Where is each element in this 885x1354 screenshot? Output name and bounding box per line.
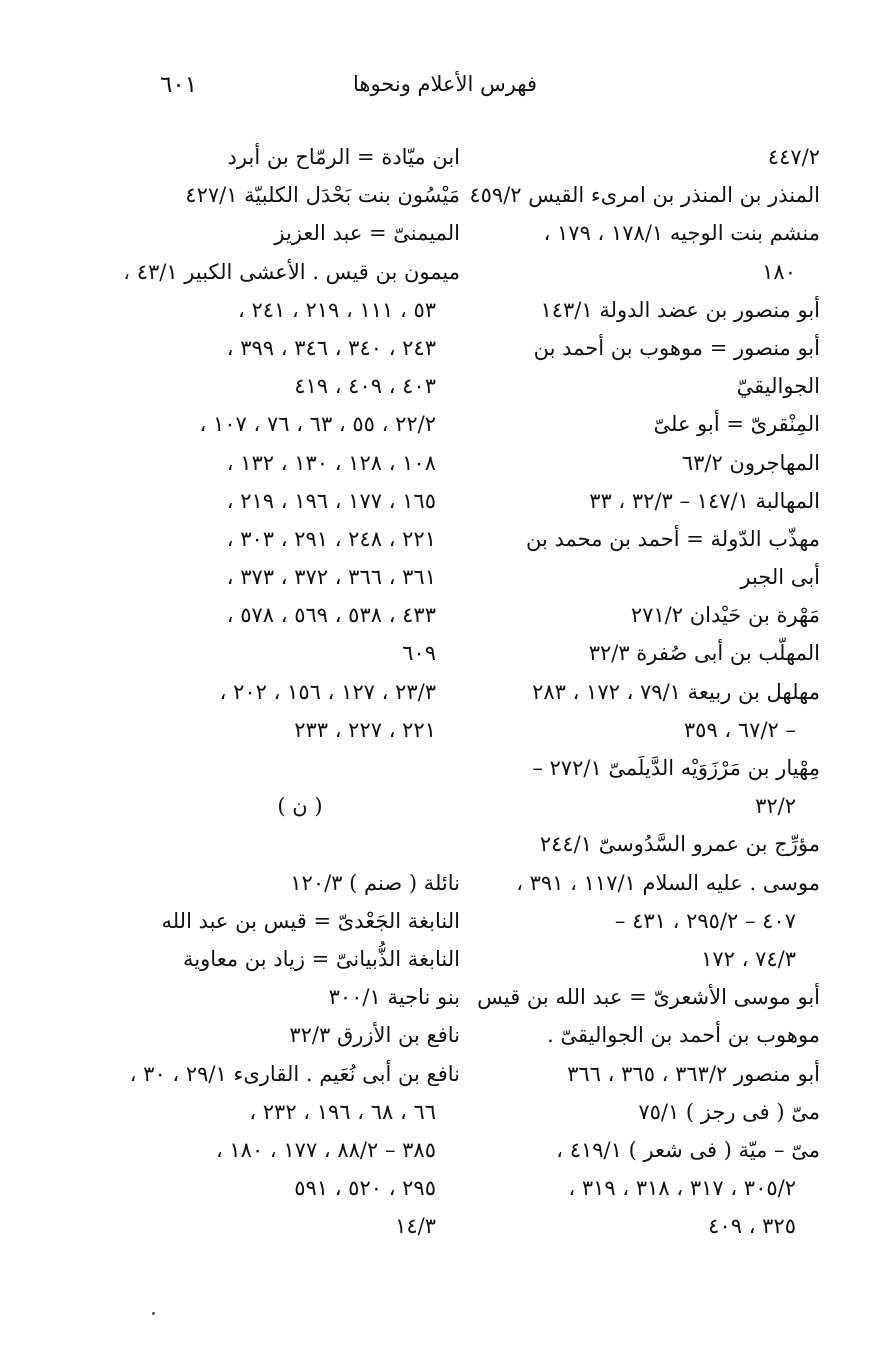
index-line: المهاجرون ٦٣/٢ bbox=[681, 450, 820, 475]
running-head: فهرس الأعلام ونحوها bbox=[352, 72, 538, 96]
index-line: مَيْسُون بنت بَحْدَل الكلبيّة ٤٢٧/١ bbox=[185, 183, 460, 208]
index-line: أبو منصور ٣٦٣/٢ ، ٣٦٥ ، ٣٦٦ bbox=[567, 1061, 820, 1086]
index-line: أبو موسى الأشعرىّ = عبد الله بن قيس bbox=[477, 985, 820, 1010]
index-column-left bbox=[123, 138, 460, 1245]
index-line: ٢٢/٢ ، ٥٥ ، ٦٣ ، ٧٦ ، ١٠٧ ، bbox=[199, 412, 436, 437]
index-line: الجواليقيّ bbox=[736, 374, 820, 399]
index-line: ١٨٠ bbox=[762, 259, 796, 284]
index-line: ٤٣٣ ، ٥٣٨ ، ٥٦٩ ، ٥٧٨ ، bbox=[226, 603, 436, 628]
index-line: ٢٢١ ، ٢٢٧ ، ٢٣٣ bbox=[294, 717, 436, 742]
index-line: ٣٢٥ ، ٤٠٩ bbox=[708, 1214, 796, 1239]
index-line: مِهْيار بن مَرْزَوَيْه الدَّيلَمىّ ٢٧٢/١ – bbox=[532, 756, 820, 780]
index-line: بنو ناجية ٣٠٠/١ bbox=[328, 985, 460, 1010]
index-line: ٣٦١ ، ٣٦٦ ، ٣٧٢ ، ٣٧٣ ، bbox=[226, 565, 436, 590]
index-line: أبو منصور بن عضد الدولة ١٤٣/١ bbox=[540, 297, 820, 322]
index-line: نائلة ( صنم ) ١٢٠/٣ bbox=[290, 870, 460, 895]
index-line: المهلّب بن أبى صُفرة ٣٢/٣ bbox=[588, 641, 820, 666]
index-line: أبى الجبر bbox=[740, 565, 820, 590]
index-line: ٢٣/٣ ، ١٢٧ ، ١٥٦ ، ٢٠٢ ، bbox=[219, 679, 436, 704]
index-line: مىّ – ميّة ( فى شعر ) ٤١٩/١ ، bbox=[556, 1137, 820, 1162]
index-line: ٢٤٣ ، ٣٤٠ ، ٣٤٦ ، ٣٩٩ ، bbox=[226, 335, 436, 360]
index-line: منشم بنت الوجيه ١٧٨/١ ، ١٧٩ ، bbox=[543, 221, 820, 246]
index-line: ٣٠٥/٢ ، ٣١٧ ، ٣١٨ ، ٣١٩ ، bbox=[568, 1176, 796, 1201]
index-line: ميمون بن قيس . الأعشى الكبير ٤٣/١ ، bbox=[123, 259, 460, 284]
page-number: ٦٠١ bbox=[160, 72, 198, 98]
index-line: ٣٨٥ – ٨٨/٢ ، ١٧٧ ، ١٨٠ ، bbox=[215, 1137, 436, 1162]
index-line: الميمنىّ = عبد العزيز bbox=[274, 221, 460, 246]
index-line: مؤرِّج بن عمرو السَّدُوسىّ ٢٤٤/١ bbox=[539, 832, 820, 857]
index-column-right bbox=[469, 138, 820, 1245]
section-heading: ( ن ) bbox=[277, 794, 323, 819]
index-line: ٧٤/٣ ، ١٧٢ bbox=[701, 946, 796, 971]
index-line: المنذر بن المنذر بن امرىء القيس ٤٥٩/٢ bbox=[469, 183, 820, 208]
index-line: – ٦٧/٢ ، ٣٥٩ bbox=[683, 717, 796, 742]
index-line: ٢٢١ ، ٢٤٨ ، ٢٩١ ، ٣٠٣ ، bbox=[226, 526, 436, 551]
index-line: ابن ميّادة = الرمّاح بن أبرد bbox=[227, 145, 460, 169]
index-line: ١٠٨ ، ١٢٨ ، ١٣٠ ، ١٣٢ ، bbox=[226, 450, 436, 475]
index-line: ٦٦ ، ٦٨ ، ١٩٦ ، ٢٣٢ ، bbox=[249, 1099, 436, 1124]
index-line: نافع بن الأزرق ٣٢/٣ bbox=[289, 1023, 460, 1048]
index-line: ٥٣ ، ١١١ ، ٢١٩ ، ٢٤١ ، bbox=[238, 297, 436, 322]
index-line: ٤٤٧/٢ bbox=[767, 145, 820, 169]
index-line: ١٦٥ ، ١٧٧ ، ١٩٦ ، ٢١٩ ، bbox=[226, 488, 436, 513]
index-line: مىّ ( فى رجز ) ٧٥/١ bbox=[638, 1099, 820, 1124]
index-line: ٤٠٣ ، ٤٠٩ ، ٤١٩ bbox=[294, 374, 436, 399]
index-line: نافع بن أبى نُعَيم . القارىء ٢٩/١ ، ٣٠ ، bbox=[129, 1061, 460, 1086]
index-line bbox=[140, 825, 460, 863]
index-line: أبو منصور = موهوب بن أحمد بن bbox=[533, 335, 820, 360]
index-line: ٢٩٥ ، ٥٢٠ ، ٥٩١ bbox=[294, 1176, 436, 1201]
index-line: النابغة الذُّبيانىّ = زياد بن معاوية bbox=[183, 946, 460, 971]
index-line bbox=[140, 749, 460, 787]
index-line: مهذّب الدّولة = أحمد بن محمد بن bbox=[525, 526, 820, 551]
index-line: المِنْقرىّ = أبو علىّ bbox=[653, 412, 820, 437]
index-line: موهوب بن أحمد بن الجواليقىّ . bbox=[547, 1023, 820, 1048]
index-line: موسى . عليه السلام ١١٧/١ ، ٣٩١ ، bbox=[516, 870, 820, 895]
index-line: مَهْرة بن حَيْدان ٢٧١/٢ bbox=[630, 603, 820, 628]
index-line: مهلهل بن ربيعة ٧٩/١ ، ١٧٢ ، ٢٨٣ bbox=[532, 679, 820, 704]
index-line: النابغة الجَعْدىّ = قيس بن عبد الله bbox=[161, 908, 460, 933]
index-line: ٣٢/٢ bbox=[755, 794, 796, 819]
print-speck bbox=[152, 1312, 155, 1315]
index-line: ٦٠٩ bbox=[402, 641, 436, 666]
index-line: ١٤/٣ bbox=[395, 1214, 436, 1239]
index-line: ٤٠٧ – ٢٩٥/٢ ، ٤٣١ – bbox=[614, 908, 796, 933]
index-line: المهالبة ١٤٧/١ – ٣٢/٣ ، ٣٣ bbox=[589, 488, 820, 513]
